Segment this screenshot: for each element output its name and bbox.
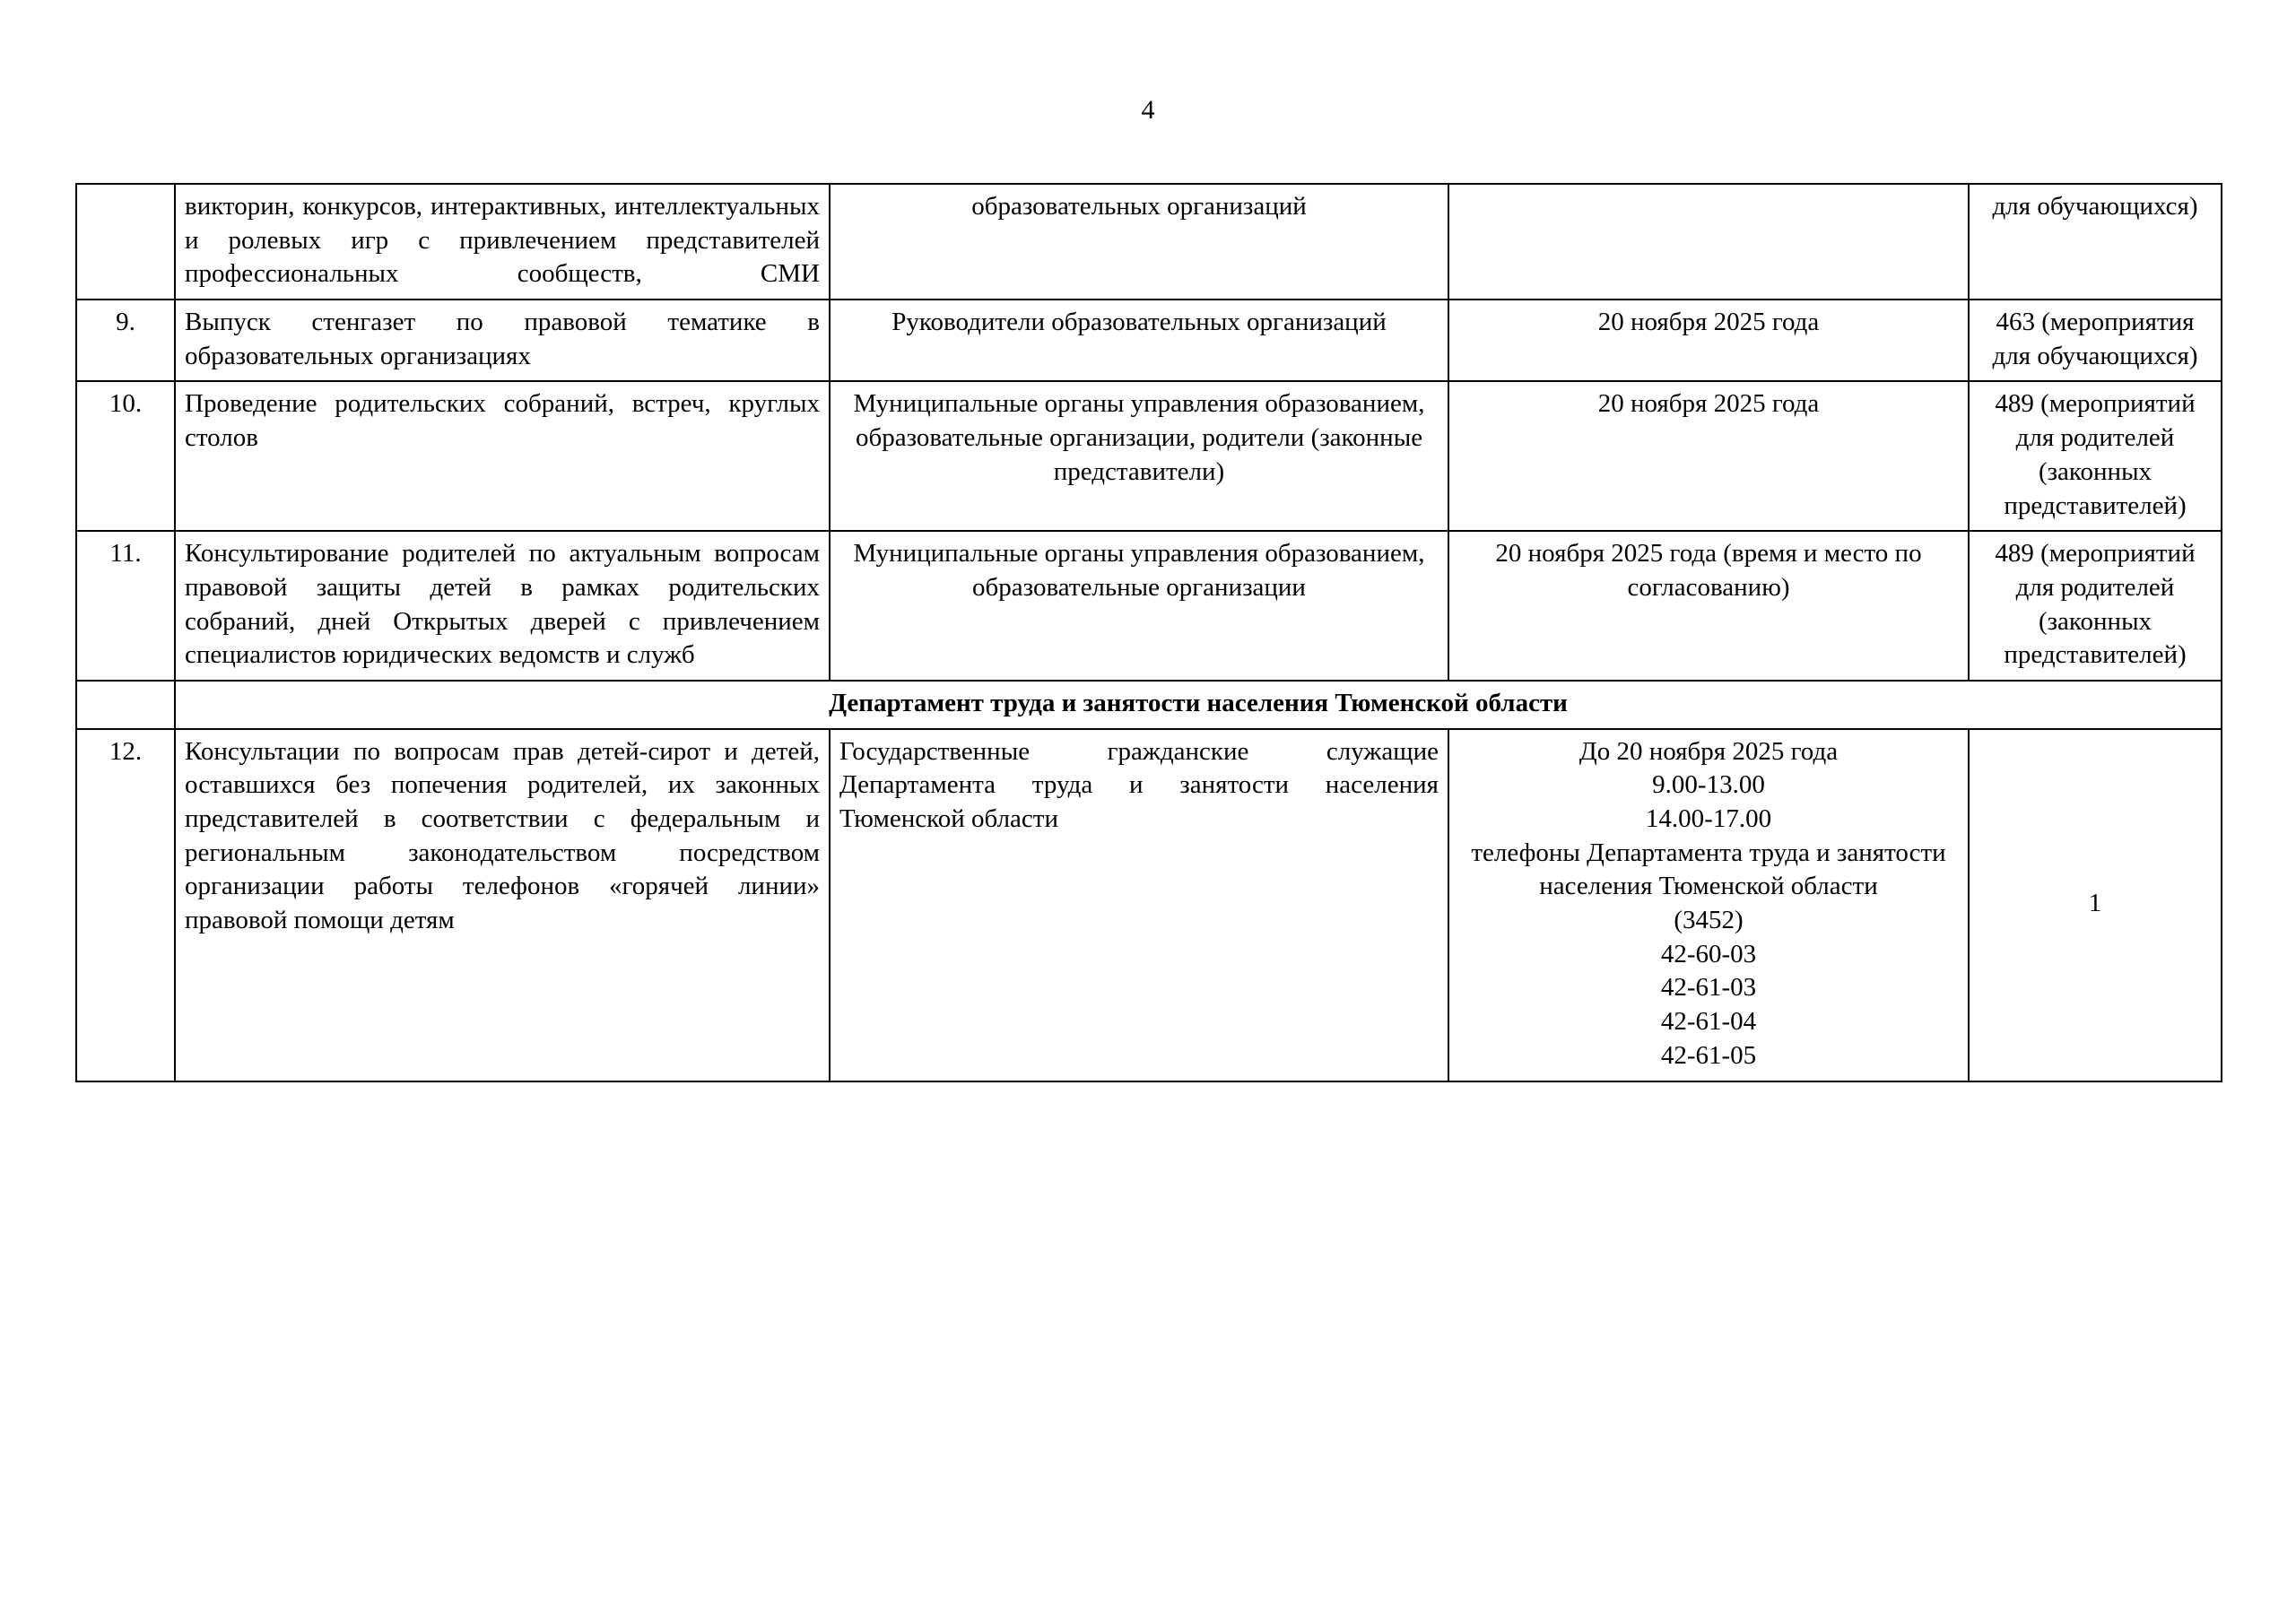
row-date: 20 ноября 2025 года — [1448, 381, 1969, 531]
row-count: 489 (мероприятий для родителей (законных представителей) — [1969, 531, 2222, 681]
row-event: Консультирование родителей по актуальным вопросам правовой защиты детей в рамках родительских собраний, дней Открытых дверей с привлечением специалистов юридических ведомств и служб — [175, 531, 830, 681]
table-container — [75, 124, 2221, 1082]
row-responsible: Руководители образовательных организаций — [830, 300, 1448, 381]
table-row — [76, 381, 2222, 531]
date-line: 42-61-03 — [1660, 973, 1757, 1003]
row-event: Проведение родительских собраний, встреч, круглых столов — [175, 381, 830, 531]
row-number: 12. — [76, 729, 175, 1081]
measures-table — [75, 183, 2222, 1082]
date-line: (3452) — [1674, 906, 1744, 935]
date-line: 42-61-04 — [1660, 1007, 1757, 1037]
date-line: 42-61-05 — [1660, 1040, 1757, 1070]
row-event: Консультации по вопросам прав детей-сирот и детей, оставшихся без попечения родителей, их законных представителей в соответствии с федеральным и региональным законодательством посредством организации работы телефонов «горячей линии» правовой помощи детям — [175, 729, 830, 1081]
date-line: 14.00-17.00 — [1645, 804, 1772, 833]
row-count: для обучающихся) — [1969, 184, 2222, 300]
row-date — [1448, 184, 1969, 300]
page-number: 4 — [1141, 95, 1155, 125]
row-number: 11. — [76, 531, 175, 681]
section-header-row — [76, 681, 2222, 729]
row-date — [1448, 729, 1969, 1081]
table-row — [76, 531, 2222, 681]
row-number — [76, 184, 175, 300]
section-title: Департамент труда и занятости населения Тюменской области — [175, 681, 2222, 729]
row-number: 10. — [76, 381, 175, 531]
table-row — [76, 184, 2222, 300]
date-line: До 20 ноября 2025 года — [1578, 736, 1839, 766]
table-row — [76, 300, 2222, 381]
row-responsible: Муниципальные органы управления образованием, образовательные организации, родители (законные представители) — [830, 381, 1448, 531]
row-responsible: образовательных организаций — [830, 184, 1448, 300]
row-responsible: Муниципальные органы управления образованием, образовательные организации — [830, 531, 1448, 681]
row-count: 1 — [1969, 729, 2222, 1081]
row-responsible: Государственные гражданские служащие Департамента труда и занятости населения Тюменской области — [830, 729, 1448, 1081]
row-date: 20 ноября 2025 года — [1448, 300, 1969, 381]
table-row — [76, 729, 2222, 1081]
date-line: 9.00-13.00 — [1652, 770, 1765, 800]
row-count: 489 (мероприятий для родителей (законных представителей) — [1969, 381, 2222, 531]
row-event: Выпуск стенгазет по правовой тематике в образовательных организациях — [175, 300, 830, 381]
date-line: телефоны Департамента труда и занятости населения Тюменской области — [1471, 838, 1946, 901]
date-line: 42-60-03 — [1660, 939, 1757, 968]
section-spacer — [76, 681, 175, 729]
row-event: викторин, конкурсов, интерактивных, интеллектуальных и ролевых игр с привлечением представителей профессиональных сообществ, СМИ — [175, 184, 830, 300]
row-number: 9. — [76, 300, 175, 381]
row-count: 463 (мероприятия для обучающихся) — [1969, 300, 2222, 381]
row-date: 20 ноября 2025 года (время и место по согласованию) — [1448, 531, 1969, 681]
